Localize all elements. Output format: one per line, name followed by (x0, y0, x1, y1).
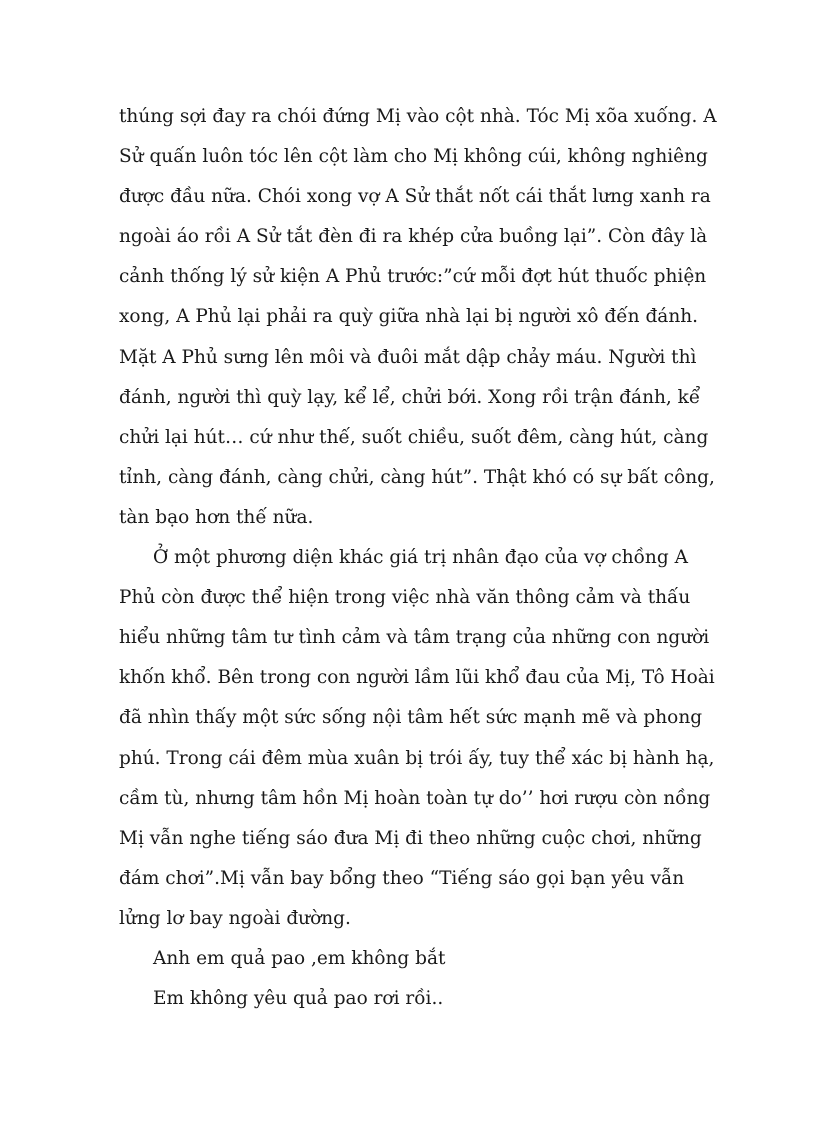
text-line: lửng lơ bay ngoài đường. (119, 907, 351, 929)
body-text (119, 97, 717, 1019)
text-line: ngoài áo rồi A Sử tắt đèn đi ra khép cửa buồng lại”. Còn đây là (119, 226, 708, 248)
text-line: đánh, người thì quỳ lạy, kể lể, chửi bới. Xong rồi trận đánh, kể (119, 386, 701, 408)
text-line: tỉnh, càng đánh, càng chửi, càng hút”. Thật khó có sự bất công, (119, 466, 715, 488)
text-line: phú. Trong cái đêm mùa xuân bị trói ấy, tuy thể xác bị hành hạ, (119, 747, 715, 769)
text-line: Anh em quả pao ,em không bắt (153, 947, 446, 969)
text-line: Phủ còn được thể hiện trong việc nhà văn thông cảm và thấu (119, 587, 691, 609)
text-line: thúng sợi đay ra chói đứng Mị vào cột nhà. Tóc Mị xõa xuống. A (119, 106, 717, 127)
text-line: cảnh thống lý sử kiện A Phủ trước:”cứ mỗi đợt hút thuốc phiện (119, 266, 707, 288)
text-line: hiểu những tâm tư tình cảm và tâm trạng của những con người (119, 627, 710, 649)
text-line: Sử quấn luôn tóc lên cột làm cho Mị không cúi, không nghiêng (119, 146, 708, 168)
text-line: được đầu nữa. Chói xong vợ A Sử thắt nốt cái thắt lưng xanh ra (119, 186, 711, 208)
text-line: khốn khổ. Bên trong con người lầm lũi khổ đau của Mị, Tô Hoài (119, 667, 715, 689)
text-line: đám chơi”.Mị vẫn bay bổng theo “Tiếng sáo gọi bạn yêu vẫn (119, 867, 685, 889)
text-line: đã nhìn thấy một sức sống nội tâm hết sức mạnh mẽ và phong (119, 707, 703, 729)
text-line: xong, A Phủ lại phải ra quỳ giữa nhà lại bị người xô đến đánh. (119, 306, 699, 328)
text-line: Ở một phương diện khác giá trị nhân đạo của vợ chồng A (153, 547, 688, 569)
text-line: cầm tù, nhưng tâm hồn Mị hoàn toàn tự do’’ hơi rượu còn nồng (119, 787, 711, 809)
text-line: Em không yêu quả pao rơi rồi.. (153, 988, 444, 1010)
text-line: Mặt A Phủ sưng lên môi và đuôi mắt dập chảy máu. Người thì (119, 346, 697, 368)
text-line: Mị vẫn nghe tiếng sáo đưa Mị đi theo những cuộc chơi, những (119, 827, 702, 849)
text-line: chửi lại hút… cứ như thế, suốt chiều, suốt đêm, càng hút, càng (119, 426, 709, 448)
text-line: tàn bạo hơn thế nữa. (119, 506, 314, 528)
